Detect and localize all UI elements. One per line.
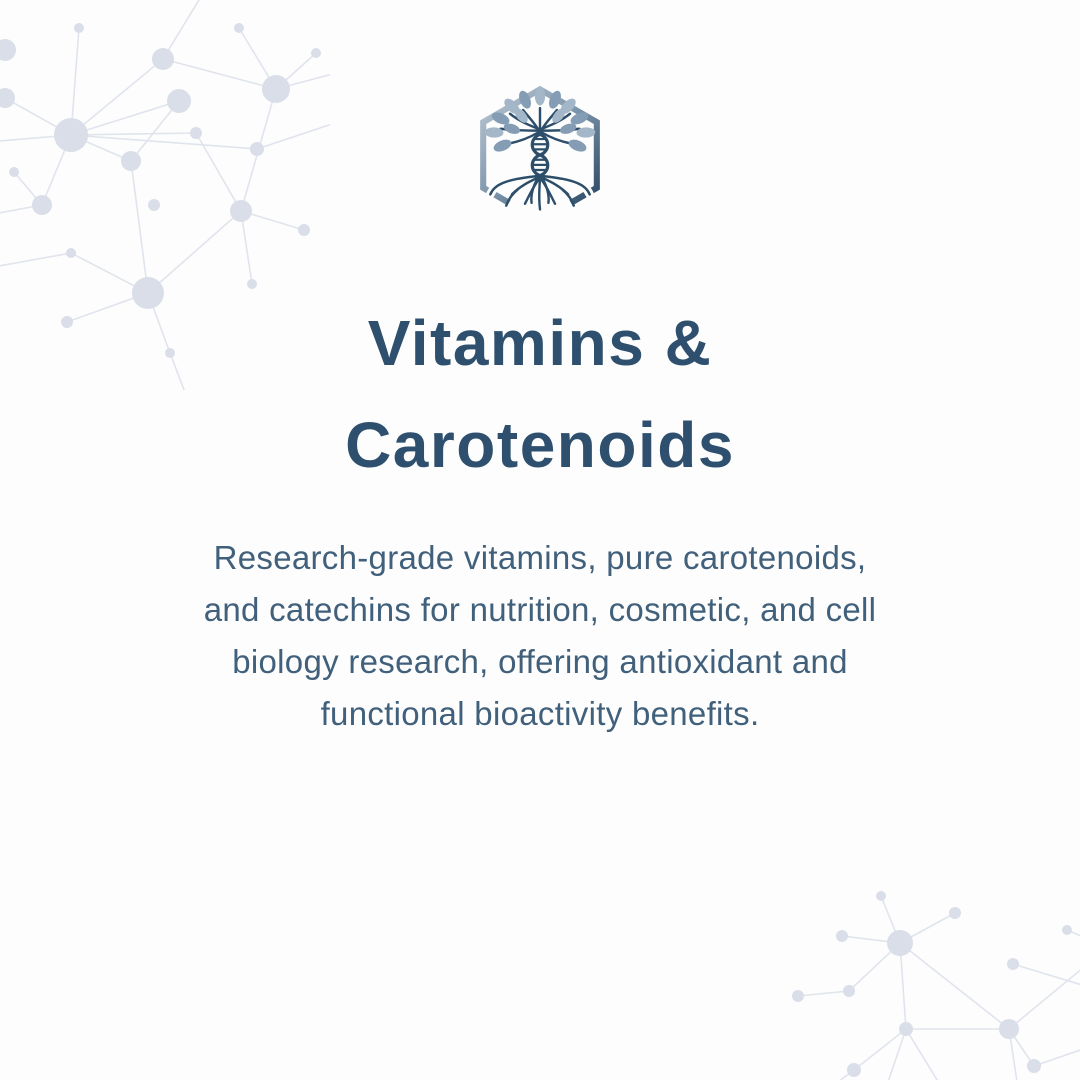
network-pattern-bottom-right-icon bbox=[760, 850, 1080, 1080]
description-line-1: Research-grade vitamins, pure carotenoids, bbox=[213, 539, 867, 576]
title-line-1: Vitamins & bbox=[367, 307, 713, 379]
title-line-2: Carotenoids bbox=[345, 409, 735, 481]
hexagon-dna-tree-logo-icon bbox=[465, 80, 615, 230]
description-text bbox=[110, 532, 970, 740]
description-line-2: and catechins for nutrition, cosmetic, and cell bbox=[203, 591, 877, 628]
page-title bbox=[0, 292, 1080, 496]
description-line-3: biology research, offering antioxidant and bbox=[232, 643, 848, 680]
description-line-4: functional bioactivity benefits. bbox=[320, 695, 760, 732]
